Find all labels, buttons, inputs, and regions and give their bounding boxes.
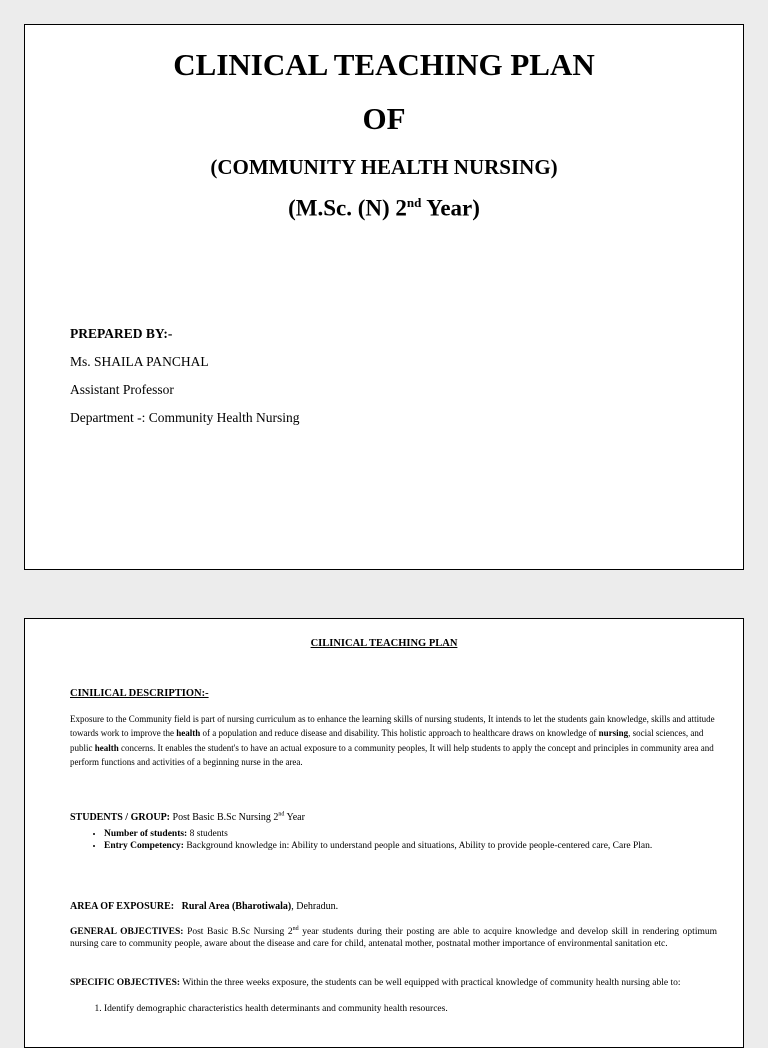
area-value: Rural Area (Bharotiwala): [181, 901, 292, 912]
description-bold-1: health: [176, 728, 201, 739]
description-text: [70, 712, 717, 770]
area-of-exposure: [70, 900, 717, 915]
title-line-4: [25, 195, 743, 222]
students-value-sup: nd: [278, 811, 285, 818]
description-bold-3: health: [94, 742, 119, 753]
author-name: Ms. SHAILA PANCHAL: [70, 354, 209, 369]
general-objectives-post: year students during their posting are able to acquire knowledge and develop skill in rendering optimum nursing care to community people, aware about the disease and care for child, antenatal mother, postnatal mother importance of environmental sanitation etc.: [70, 927, 717, 949]
title-line-1: CLINICAL TEACHING PLAN: [173, 47, 595, 82]
title-line-2: OF: [362, 101, 406, 136]
list-item: [104, 828, 717, 841]
title-line-4-sup: nd: [406, 195, 422, 210]
area-value-rest: , Dehradun.: [291, 901, 339, 912]
general-objectives-label: GENERAL OBJECTIVES:: [70, 927, 184, 937]
students-section: [70, 811, 717, 853]
title-line-4-post: Year): [421, 195, 480, 221]
specific-objectives: [70, 977, 717, 1015]
plan-page: [24, 618, 744, 1048]
specific-objectives-label: SPECIFIC OBJECTIVES:: [70, 978, 181, 988]
students-value-post: Year: [284, 812, 305, 823]
description-part-1: Exposure to the Community field is part of nursing curriculum as to enhance the learning skills of nursing students, It intends to let the students gain knowledge, skills and attitude towards work to improve the: [70, 714, 715, 739]
area-label: AREA OF EXPOSURE:: [70, 901, 175, 912]
entry-competency-label: Entry Competency:: [104, 841, 184, 851]
description-part-3: , social sciences, and public: [70, 728, 704, 753]
title-line-4-pre: (M.Sc. (N) 2: [288, 195, 407, 221]
author-designation: Assistant Professor: [70, 382, 174, 397]
student-count-value: 8 students: [187, 828, 228, 839]
title-line-3: (COMMUNITY HEALTH NURSING): [210, 155, 558, 179]
specific-objective-item: 1. Identify demographic characteristics health determinants and community health resources.: [104, 1003, 717, 1015]
description-part-2: of a population and reduce disease and disability. This holistic approach to healthcare draws on knowledge of: [200, 728, 599, 739]
specific-objectives-list: [70, 1003, 717, 1015]
plan-heading: CILINICAL TEACHING PLAN: [310, 638, 458, 649]
description-heading: CINILICAL DESCRIPTION:-: [70, 688, 209, 699]
description-part-4: concerns. It enables the student's to have an actual exposure to a community peoples, It will help students to apply the concept and principles in community area and perform functions and activities of a beginning nurse in the area.: [70, 742, 714, 768]
specific-objectives-intro: [70, 977, 717, 989]
general-objectives-pre: Post Basic B.Sc Nursing 2: [183, 927, 293, 937]
general-objectives: [70, 926, 717, 950]
students-line: [70, 811, 717, 826]
cover-page: [24, 24, 744, 570]
prepared-by-label: PREPARED BY:-: [70, 326, 173, 341]
specific-objectives-text: Within the three weeks exposure, the students can be well equipped with practical knowledge of community health nursing able to:: [180, 978, 681, 988]
students-value-pre: Post Basic B.Sc Nursing 2: [170, 812, 279, 823]
entry-competency-value: Background knowledge in: Ability to understand people and situations, Ability to provide people-centered care, Care Plan.: [183, 841, 653, 851]
general-objectives-sup: nd: [292, 925, 299, 932]
list-item: [104, 840, 717, 853]
students-details-list: [70, 828, 717, 853]
author-department: Department -: Community Health Nursing: [70, 410, 300, 425]
description-bold-2: nursing: [598, 728, 629, 739]
student-count-label: Number of students:: [104, 828, 188, 839]
students-label: STUDENTS / GROUP:: [70, 812, 171, 823]
